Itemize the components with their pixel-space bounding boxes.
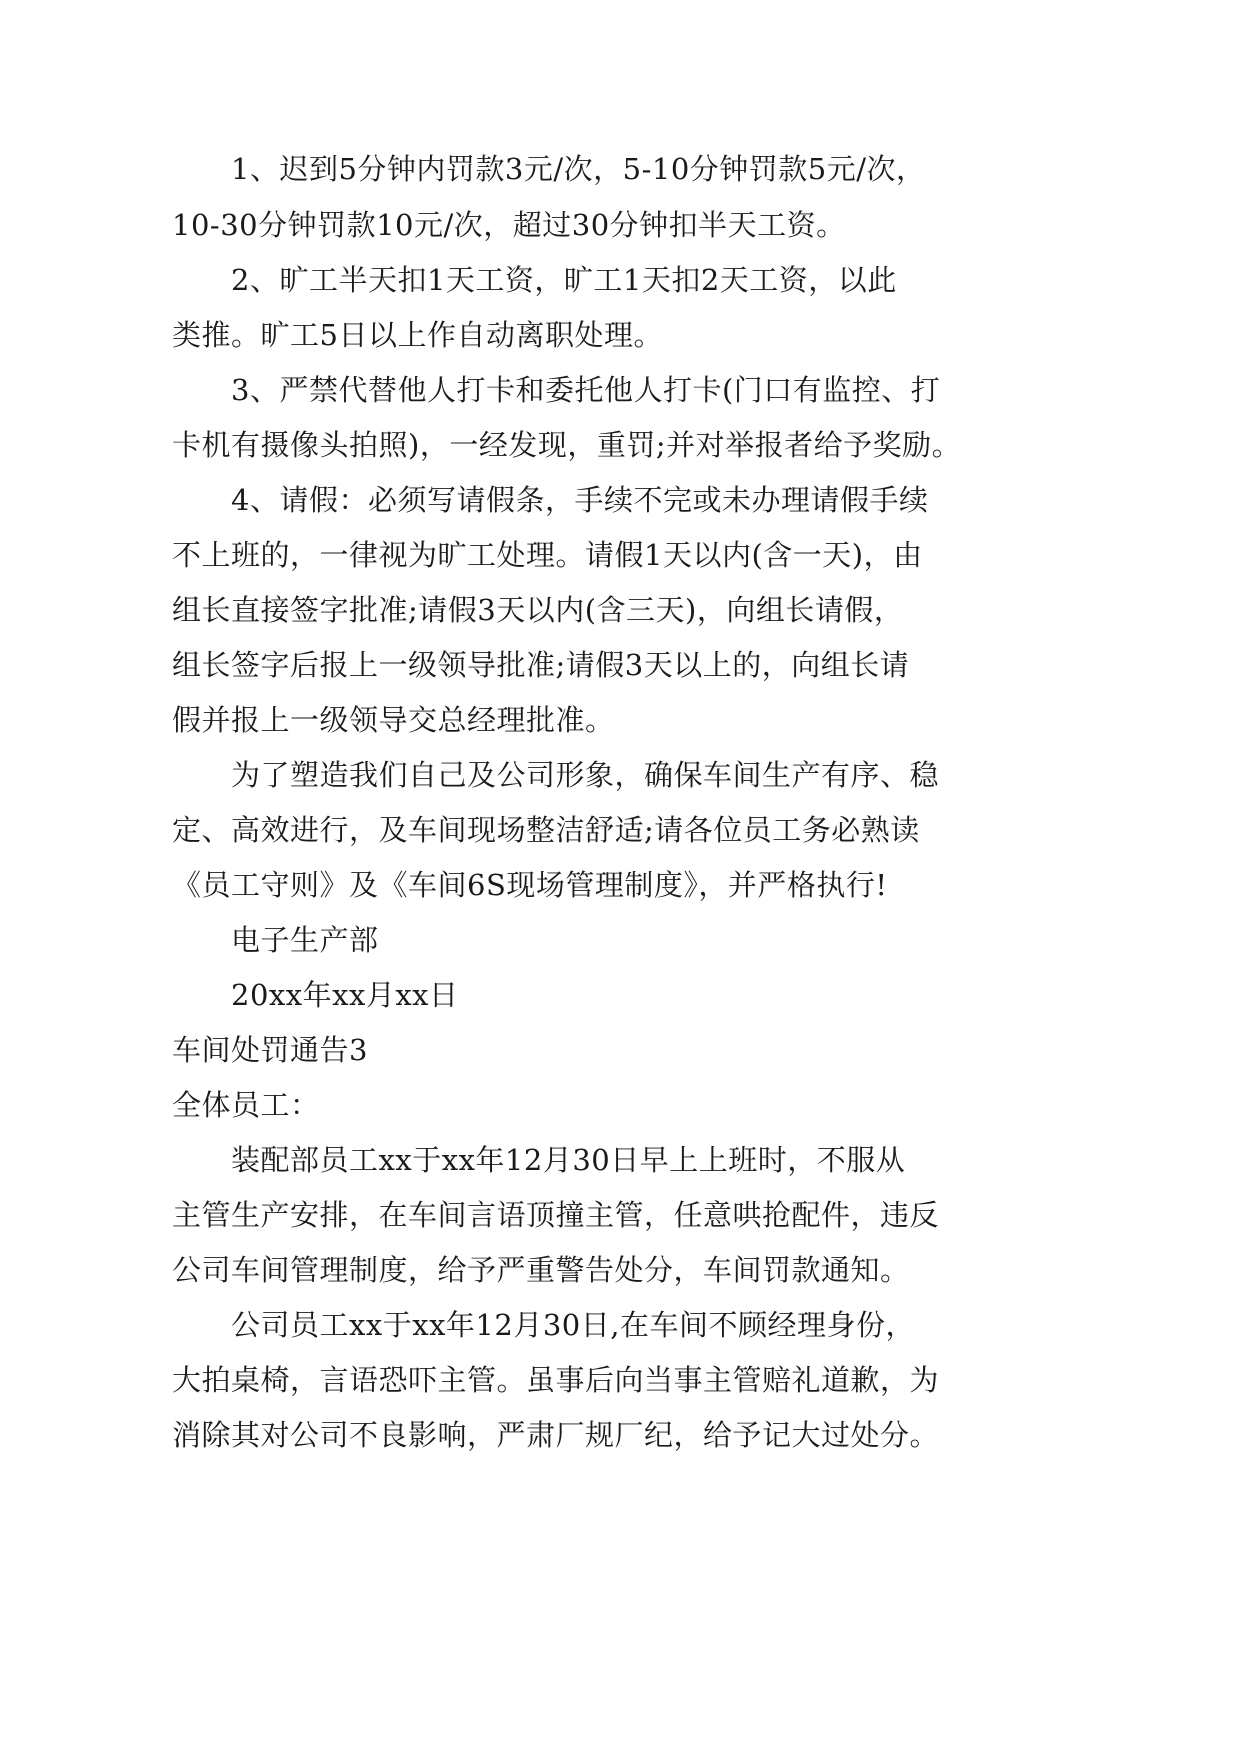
text-line: 公司车间管理制度，给予严重警告处分，车间罚款通知。: [172, 1253, 910, 1287]
text-line: 假并报上一级领导交总经理批准。: [172, 703, 615, 737]
text-line: 消除其对公司不良影响，严肃厂规厂纪，给予记大过处分。: [172, 1418, 940, 1452]
text-line: 10-30分钟罚款10元/次，超过30分钟扣半天工资。: [172, 208, 846, 242]
text-line: 4、请假：必须写请假条，手续不完或未办理请假手续: [231, 483, 929, 517]
text-line: 定、高效进行，及车间现场整洁舒适;请各位员工务必熟读: [172, 813, 920, 847]
text-line: 组长直接签字批准;请假3天以内(含三天)，向组长请假，: [172, 593, 904, 627]
text-line: 不上班的，一律视为旷工处理。请假1天以内(含一天)，由: [172, 538, 923, 572]
text-line: 卡机有摄像头拍照)，一经发现，重罚;并对举报者给予奖励。: [172, 428, 962, 462]
salutation: 全体员工：: [172, 1088, 320, 1122]
text-line: 公司员工xx于xx年12月30日,在车间不顾经理身份，: [231, 1308, 915, 1342]
text-line: 2、旷工半天扣1天工资，旷工1天扣2天工资，以此: [231, 263, 897, 297]
text-line: 大拍桌椅，言语恐吓主管。虽事后向当事主管赔礼道歉，为: [172, 1363, 940, 1397]
signature-date: 20xx年xx月xx日: [231, 978, 459, 1012]
text-line: 《员工守则》及《车间6S现场管理制度》，并严格执行!: [172, 868, 888, 902]
text-line: 为了塑造我们自己及公司形象，确保车间生产有序、稳: [231, 758, 940, 792]
text-line: 组长签字后报上一级领导批准;请假3天以上的，向组长请: [172, 648, 910, 682]
text-line: 装配部员工xx于xx年12月30日早上上班时，不服从: [231, 1143, 906, 1177]
text-line: 3、严禁代替他人打卡和委托他人打卡(门口有监控、打: [231, 373, 941, 407]
text-line: 1、迟到5分钟内罚款3元/次，5-10分钟罚款5元/次，: [231, 152, 926, 186]
signature-department: 电子生产部: [231, 923, 379, 957]
text-line: 主管生产安排，在车间言语顶撞主管，任意哄抢配件，违反: [172, 1198, 940, 1232]
section-title: 车间处罚通告3: [172, 1033, 368, 1067]
text-line: 类推。旷工5日以上作自动离职处理。: [172, 318, 663, 352]
